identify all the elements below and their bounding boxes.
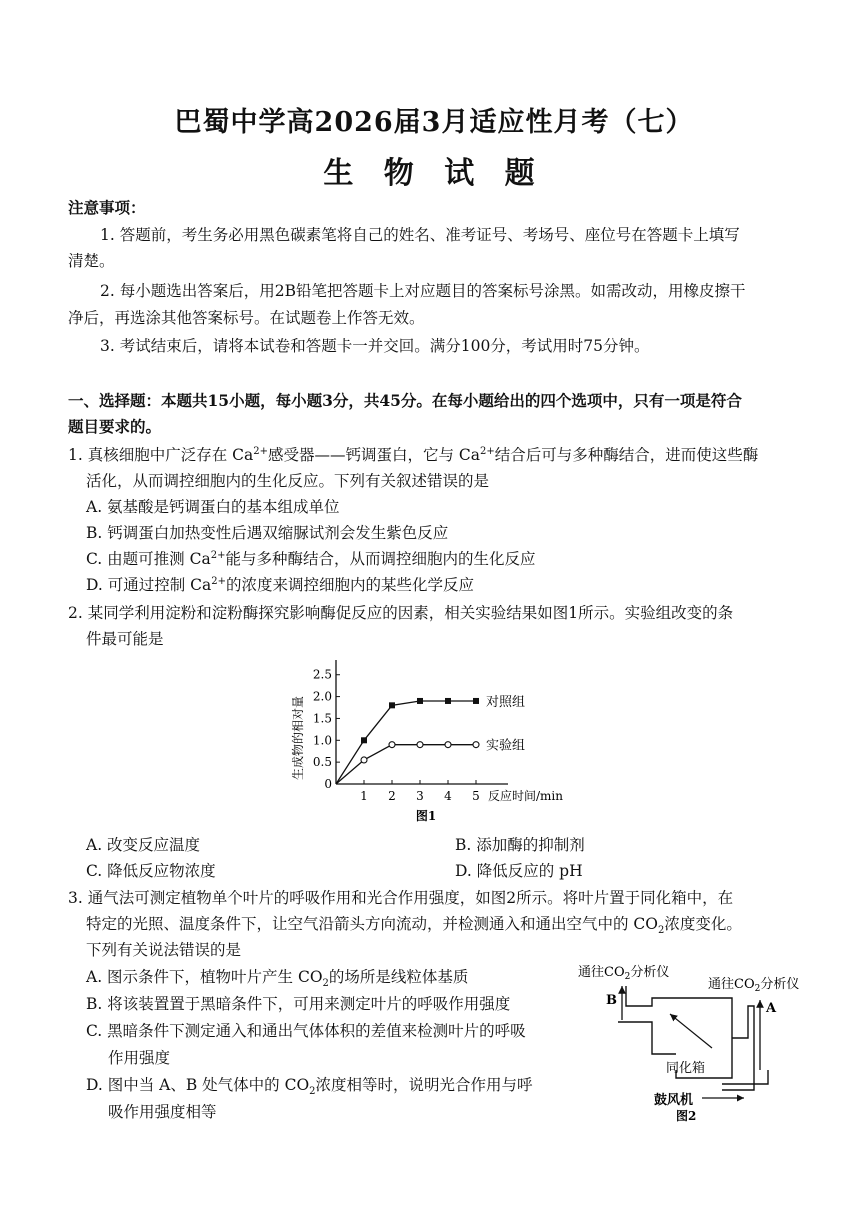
- q2-stem: 2. 某同学利用淀粉和淀粉酶探究影响酶促反应的因素，相关实验结果如图1所示。实验组改变的条: [68, 604, 734, 622]
- fig2-box-label: 同化箱: [666, 1061, 706, 1076]
- q3-stem-cont: 特定的光照、温度条件下，让空气沿箭头方向流动，并检测通入和通出空气中的 $CO_2$浓度变化。: [86, 915, 742, 937]
- q2-option-a: A. 改变反应温度: [86, 836, 201, 854]
- q2-option-d: D. 降低反应的 pH: [455, 862, 583, 880]
- figure-1-chart: [260, 656, 590, 826]
- q3-option-c: C. 黑暗条件下测定通入和通出气体体积的差值来检测叶片的呼吸: [86, 1022, 526, 1040]
- fig2-label-top-left: 通往$CO_2$分析仪: [578, 965, 670, 982]
- series-line: [336, 701, 476, 784]
- y-tick-label: 0.5: [312, 755, 332, 770]
- y-tick-label: 0: [324, 777, 332, 791]
- q1-option-c: C. 由题可推测 $Ca^{2+}$能与多种酶结合，从而调控细胞内的生化反应: [86, 549, 536, 568]
- q2-stem-cont: 件最可能是: [86, 630, 164, 648]
- data-point: [445, 742, 451, 748]
- data-point: [445, 698, 451, 704]
- notice-item: 清楚。: [68, 252, 115, 270]
- notice-item: 2. 每小题选出答案后，用2B铅笔把答题卡上对应题目的答案标号涂黑。如需改动，用橡皮擦干: [100, 282, 746, 300]
- chart-caption: 图1: [415, 809, 437, 823]
- y-tick-label: 2.0: [312, 689, 332, 704]
- notice-heading: 注意事项：: [68, 198, 146, 217]
- fig2-inlet-pipe-outer: [722, 1070, 768, 1084]
- section-heading: 一、选择题：本题共15小题，每小题3分，共45分。在每小题给出的四个选项中，只有一项是符合: [68, 391, 742, 410]
- q1-option-a: A. 氨基酸是钙调蛋白的基本组成单位: [86, 498, 340, 516]
- x-tick-label: 1: [360, 789, 368, 803]
- q3-option-c-cont: 作用强度: [108, 1049, 171, 1067]
- data-point: [417, 698, 423, 704]
- q3-option-d: D. 图中当 A、B 处气体中的 $CO_2$浓度相等时，说明光合作用与呼: [86, 1076, 533, 1098]
- fig2-label-top-right: 通往$CO_2$分析仪: [708, 977, 800, 994]
- q3-option-d-cont: 吸作用强度相等: [108, 1103, 217, 1121]
- data-point: [417, 742, 423, 748]
- series-label: 对照组: [486, 694, 526, 710]
- x-tick-label: 4: [444, 789, 452, 803]
- q1-option-d: D. 可通过控制 $Ca^{2+}$的浓度来调控细胞内的某些化学反应: [86, 575, 475, 594]
- exam-subtitle: 生 物 试 题: [323, 156, 545, 191]
- data-point: [389, 702, 395, 708]
- data-point: [473, 742, 479, 748]
- notice-item: 1. 答题前，考生务必用黑色碳素笔将自己的姓名、准考证号、考场号、座位号在答题卡上填写: [100, 226, 740, 244]
- y-tick-label: 1.0: [312, 733, 332, 748]
- fig2-flow-arrow: [670, 1014, 712, 1048]
- q3-option-a: A. 图示条件下，植物叶片产生 $CO_2$的场所是线粒体基质: [86, 968, 469, 990]
- data-point: [361, 757, 367, 763]
- x-tick-label: 3: [416, 789, 424, 803]
- series-label: 实验组: [486, 738, 526, 754]
- section-heading-cont: 题目要求的。: [68, 417, 162, 436]
- x-tick-label: 5: [472, 789, 480, 803]
- notice-item: 净后，再选涂其他答案标号。在试题卷上作答无效。: [68, 309, 425, 327]
- notice-item: 3. 考试结束后，请将本试卷和答题卡一并交回。满分100分，考试用时75分钟。: [100, 337, 650, 355]
- x-tick-label: 2: [388, 789, 396, 803]
- q3-stem-cont2: 下列有关说法错误的是: [86, 941, 242, 959]
- figure-2-diagram: [572, 958, 812, 1126]
- x-axis-label: 反应时间/min: [488, 789, 563, 803]
- fig2-caption: 图2: [676, 1109, 697, 1123]
- fig2-label-b: B: [606, 993, 617, 1008]
- q1-stem: 1. 真核细胞中广泛存在 $Ca^{2+}$感受器——钙调蛋白，它与 $Ca^{2+}$结合后可与多种酶结合，进而使这些酶: [68, 445, 759, 464]
- q1-stem-cont: 活化，从而调控细胞内的生化反应。下列有关叙述错误的是: [86, 472, 490, 490]
- data-point: [361, 737, 367, 743]
- fig2-blower-label: 鼓风机: [654, 1093, 694, 1108]
- q3-stem: 3. 通气法可测定植物单个叶片的呼吸作用和光合作用强度，如图2所示。将叶片置于同化箱中，在: [68, 889, 734, 907]
- exam-title: 巴蜀中学高2026届3月适应性月考（七）: [174, 107, 694, 138]
- q1-option-b: B. 钙调蛋白加热变性后遇双缩脲试剂会发生紫色反应: [86, 524, 449, 542]
- y-axis-label: 生成物的相对量: [291, 695, 305, 780]
- data-point: [473, 698, 479, 704]
- fig2-outlet-pipe: [618, 1022, 676, 1054]
- y-tick-label: 1.5: [312, 711, 332, 726]
- q3-option-b: B. 将该装置置于黑暗条件下，可用来测定叶片的呼吸作用强度: [86, 995, 511, 1013]
- y-tick-label: 2.5: [312, 667, 332, 682]
- q2-option-b: B. 添加酶的抑制剂: [455, 836, 585, 854]
- q2-option-c: C. 降低反应物浓度: [86, 862, 216, 880]
- fig2-label-a: A: [766, 1001, 777, 1016]
- data-point: [389, 742, 395, 748]
